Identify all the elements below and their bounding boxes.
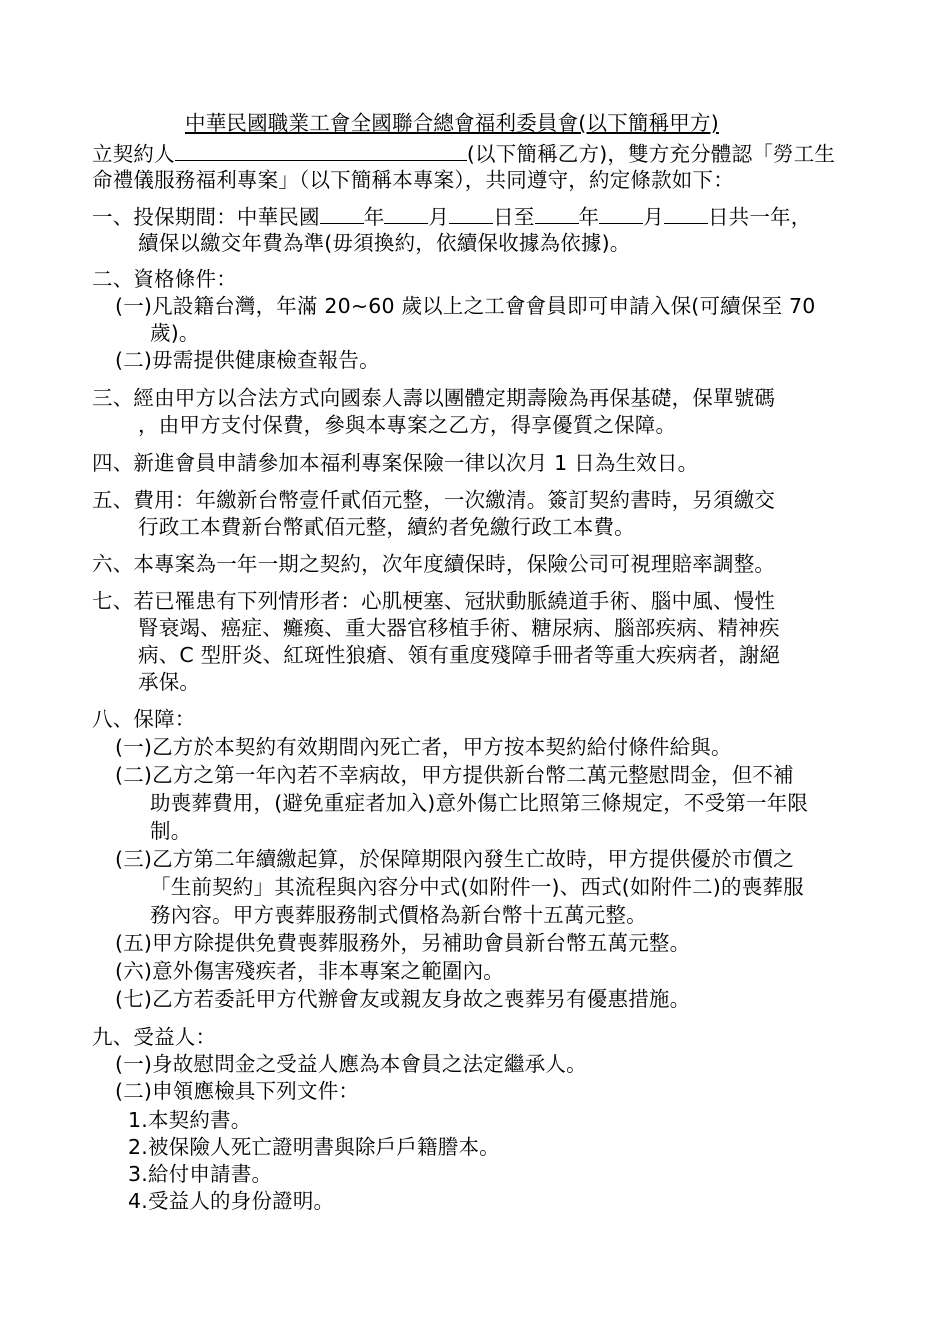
document-title: 中華民國職業工會全國聯合總會福利委員會(以下簡稱甲方) — [185, 111, 719, 135]
intro-line-2: 命禮儀服務福利專案」（以下簡稱本專案），共同遵守，約定條款如下： — [92, 168, 734, 192]
section-1-label: 一、 — [92, 205, 134, 229]
end-month-blank — [599, 203, 643, 224]
end-day-blank — [664, 203, 708, 224]
end-day-label: 日共一年， — [707, 205, 812, 229]
section-4-line-1: 四、新進會員申請參加本福利專案保險一律以次月 1 日為生效日。 — [92, 451, 699, 475]
section-8-item-3-line-3: 務內容。甲方喪葬服務制式價格為新台幣十五萬元整。 — [150, 903, 647, 927]
section-8-item-7: (七)乙方若委託甲方代辦會友或親友身故之喪葬另有優惠措施。 — [115, 987, 691, 1011]
section-8-item-2-line-1: (二)乙方之第一年內若不幸病故，甲方提供新台幣二萬元整慰問金，但不補 — [115, 763, 794, 787]
end-month-label: 月 — [643, 205, 664, 229]
section-6-line-1: 六、本專案為一年一期之契約，次年度續保時，保險公司可視理賠率調整。 — [92, 552, 776, 576]
section-8-item-2-line-2: 助喪葬費用，(避免重症者加入)意外傷亡比照第三條規定，不受第一年限 — [150, 791, 809, 815]
section-2-item-1-line-2: 歲)。 — [150, 321, 200, 345]
section-8-item-3-line-2: 「生前契約」其流程與內容分中式(如附件一)、西式(如附件二)的喪葬服 — [150, 875, 804, 899]
required-document-1: 1.本契約書。 — [128, 1108, 252, 1132]
section-8-item-3-line-1: (三)乙方第二年續繳起算，於保障期限內發生亡故時，甲方提供優於市價之 — [115, 847, 794, 871]
section-5-line-1: 五、費用：年繳新台幣壹仟貳佰元整，一次繳清。簽訂契約書時，另須繳交 — [92, 488, 776, 512]
end-year-label: 年 — [578, 205, 600, 229]
intro-line-1 — [92, 140, 835, 167]
section-2-item-1-line-1: (一)凡設籍台灣，年滿 20~60 歲以上之工會會員即可申請入保(可續保至 70 — [115, 294, 816, 318]
section-9-item-2: (二)申領應檢具下列文件： — [115, 1079, 360, 1103]
start-month-blank — [384, 203, 428, 224]
section-8-item-1: (一)乙方於本契約有效期間內死亡者，甲方按本契約給付條件給與。 — [115, 735, 732, 759]
required-document-4: 4.受益人的身份證明。 — [128, 1189, 335, 1213]
section-9-heading: 九、受益人： — [92, 1025, 217, 1049]
section-7-line-1: 七、若已罹患有下列情形者：心肌梗塞、冠狀動脈繞道手術、腦中風、慢性 — [92, 589, 776, 613]
end-year-blank — [535, 203, 579, 224]
contractor-name-blank — [175, 140, 467, 161]
section-8-heading: 八、保障： — [92, 707, 196, 731]
section-3-line-2: ，由甲方支付保費，參與本專案之乙方，得享優質之保障。 — [138, 413, 677, 437]
section-8-item-5: (五)甲方除提供免費喪葬服務外，另補助會員新台幣五萬元整。 — [115, 931, 691, 955]
section-3-line-1: 三、經由甲方以合法方式向國泰人壽以團體定期壽險為再保基礎，保單號碼 — [92, 386, 776, 410]
section-7-line-3: 病、C 型肝炎、紅斑性狼瘡、領有重度殘障手冊者等重大疾病者，謝絕 — [138, 643, 781, 667]
required-document-3: 3.給付申請書。 — [128, 1162, 273, 1186]
section-1-line-1 — [92, 203, 811, 230]
section-1-text: 投保期間：中華民國 — [133, 205, 320, 229]
section-5-line-2: 行政工本費新台幣貳佰元整，續約者免繳行政工本費。 — [138, 515, 635, 539]
day-to-label: 日至 — [493, 205, 535, 229]
section-8-item-2-line-3: 制。 — [150, 819, 192, 843]
required-document-2: 2.被保險人死亡證明書與除戶戶籍謄本。 — [128, 1135, 500, 1159]
section-2-item-2: (二)毋需提供健康檢查報告。 — [115, 348, 380, 372]
intro-line-1-rest: (以下簡稱乙方)，雙方充分體認「勞工生 — [466, 142, 836, 166]
section-9-item-1: (一)身故慰問金之受益人應為本會員之法定繼承人。 — [115, 1052, 587, 1076]
section-8-item-6: (六)意外傷害殘疾者，非本專案之範圍內。 — [115, 959, 504, 983]
start-day-blank — [449, 203, 493, 224]
section-7-line-4: 承保。 — [138, 670, 201, 694]
month-label: 月 — [428, 205, 450, 229]
start-year-blank — [320, 203, 364, 224]
section-2-heading: 二、資格條件： — [92, 267, 237, 291]
year-label: 年 — [363, 205, 385, 229]
section-1-line-2: 續保以繳交年費為準(毋須換約，依續保收據為依據)。 — [138, 231, 631, 255]
intro-prefix: 立契約人 — [92, 142, 175, 166]
section-7-line-2: 腎衰竭、癌症、癱瘓、重大器官移植手術、糖尿病、腦部疾病、精神疾 — [138, 616, 780, 640]
